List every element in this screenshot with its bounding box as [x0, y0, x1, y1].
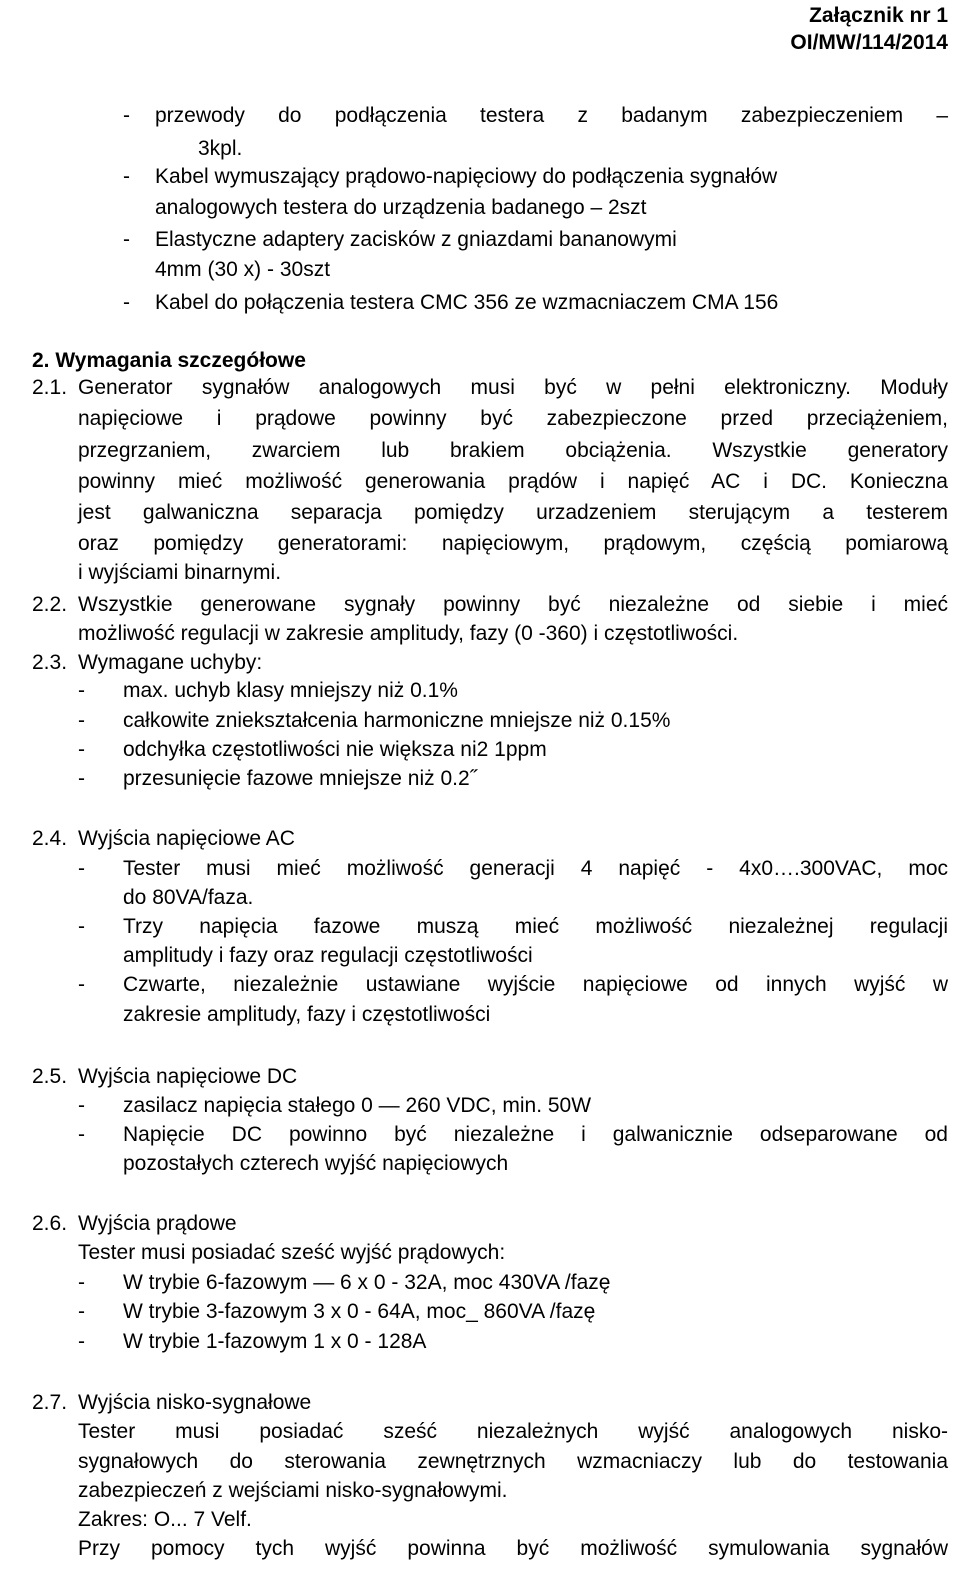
list-item-text: zakresie amplitudy, fazy i częstotliwości	[123, 1003, 491, 1026]
subsection-number: 2.3.	[32, 651, 68, 674]
list-dash: -	[78, 1300, 85, 1323]
paragraph-line: Generator sygnałów analogowych musi być w pełni elektroniczny. Moduły	[78, 376, 948, 399]
subsection-number: 2.1.	[32, 376, 68, 399]
list-item-text: do 80VA/faza.	[123, 886, 254, 909]
list-dash: -	[78, 709, 85, 732]
document-reference: OI/MW/114/2014	[790, 31, 948, 54]
paragraph-line: powinny mieć możliwość generowania prądów i napięć AC i DC. Konieczna	[78, 470, 948, 493]
list-dash: -	[78, 679, 85, 702]
list-item-text: odchyłka częstotliwości nie większa ni2 1ppm	[123, 738, 547, 761]
list-item-text: Elastyczne adaptery zacisków z gniazdami bananowymi	[155, 228, 677, 251]
list-dash: -	[78, 1094, 85, 1117]
list-dash: -	[123, 228, 130, 251]
list-item-text: Trzy napięcia fazowe muszą mieć możliwość niezależnej regulacji	[123, 915, 948, 938]
list-item-text: max. uchyb klasy mniejszy niż 0.1%	[123, 679, 458, 702]
list-item-text: W trybie 1-fazowym 1 x 0 - 128A	[123, 1330, 427, 1353]
list-dash: -	[78, 973, 85, 996]
list-dash: -	[123, 165, 130, 188]
list-item-text: Napięcie DC powinno być niezależne i galwanicznie odseparowane od	[123, 1123, 948, 1146]
subsection-title: Wyjścia napięciowe AC	[78, 827, 295, 850]
subsection-title: Wyjścia nisko-sygnałowe	[78, 1391, 312, 1414]
list-dash: -	[78, 1123, 85, 1146]
list-item-text: pozostałych czterech wyjść napięciowych	[123, 1152, 509, 1175]
subsection-number: 2.7.	[32, 1391, 68, 1414]
list-dash: -	[78, 857, 85, 880]
list-dash: -	[123, 291, 130, 314]
list-dash: -	[78, 915, 85, 938]
subsection-number: 2.5.	[32, 1065, 68, 1088]
paragraph-line: przegrzaniem, zwarciem lub brakiem obciążenia. Wszystkie generatory	[78, 439, 948, 462]
subsection-title: Wymagane uchyby:	[78, 651, 263, 674]
list-item-text: zasilacz napięcia stałego 0 — 260 VDC, min. 50W	[123, 1094, 592, 1117]
list-dash: -	[78, 1271, 85, 1294]
list-item-text: Czwarte, niezależnie ustawiane wyjście napięciowe od innych wyjść w	[123, 973, 948, 996]
subsection-title: Wyjścia napięciowe DC	[78, 1065, 298, 1088]
list-item-text: przewody do podłączenia testera z badanym zabezpieczeniem –	[155, 104, 948, 127]
list-item-text: przesunięcie fazowe mniejsze niż 0.2˝	[123, 767, 477, 790]
section-title: 2. Wymagania szczegółowe	[32, 349, 306, 372]
paragraph-line: sygnałowych do sterowania zewnętrznych wzmacniaczy lub do testowania	[78, 1450, 948, 1473]
paragraph-line: zabezpieczeń z wejściami nisko-sygnałowymi.	[78, 1479, 508, 1502]
paragraph-line: Przy pomocy tych wyjść powinna być możliwość symulowania sygnałów	[78, 1537, 948, 1560]
paragraph-line: możliwość regulacji w zakresie amplitudy, fazy (0 -360) i częstotliwości.	[78, 622, 739, 645]
list-dash: -	[78, 1330, 85, 1353]
list-item-text: analogowych testera do urządzenia badanego – 2szt	[155, 196, 647, 219]
list-dash: -	[123, 104, 130, 127]
paragraph-line: i wyjściami binarnymi.	[78, 561, 282, 584]
list-item-text: amplitudy i fazy oraz regulacji częstotliwości	[123, 944, 533, 967]
paragraph-line: Wszystkie generowane sygnały powinny być niezależne od siebie i mieć	[78, 593, 948, 616]
list-item-text: 3kpl.	[198, 137, 243, 160]
list-item-text: Kabel do połączenia testera CMC 356 ze wzmacniaczem CMA 156	[155, 291, 779, 314]
paragraph-line: oraz pomiędzy generatorami: napięciowym, prądowym, częścią pomiarową	[78, 532, 948, 555]
list-item-text: Kabel wymuszający prądowo-napięciowy do podłączenia sygnałów	[155, 165, 778, 188]
attachment-label: Załącznik nr 1	[809, 4, 948, 27]
subsection-number: 2.2.	[32, 593, 68, 616]
list-dash: -	[78, 767, 85, 790]
paragraph-line: Tester musi posiadać sześć wyjść prądowych:	[78, 1241, 506, 1264]
paragraph-line: napięciowe i prądowe powinny być zabezpieczone przed przeciążeniem,	[78, 407, 948, 430]
subsection-number: 2.6.	[32, 1212, 68, 1235]
subsection-title: Wyjścia prądowe	[78, 1212, 237, 1235]
list-item-text: Tester musi mieć możliwość generacji 4 napięć - 4x0….300VAC, moc	[123, 857, 948, 880]
list-item-text: 4mm (30 x) - 30szt	[155, 258, 331, 281]
paragraph-line: jest galwaniczna separacja pomiędzy urzadzeniem sterującym a testerem	[78, 501, 948, 524]
subsection-number: 2.4.	[32, 827, 68, 850]
list-item-text: W trybie 6-fazowym — 6 x 0 - 32A, moc 430VA /fazę	[123, 1271, 611, 1294]
list-dash: -	[78, 738, 85, 761]
list-item-text: całkowite zniekształcenia harmoniczne mniejsze niż 0.15%	[123, 709, 671, 732]
paragraph-line: Zakres: O... 7 Velf.	[78, 1508, 252, 1531]
list-item-text: W trybie 3-fazowym 3 x 0 - 64A, moc_ 860VA /fazę	[123, 1300, 596, 1323]
paragraph-line: Tester musi posiadać sześć niezależnych wyjść analogowych nisko-	[78, 1420, 948, 1443]
